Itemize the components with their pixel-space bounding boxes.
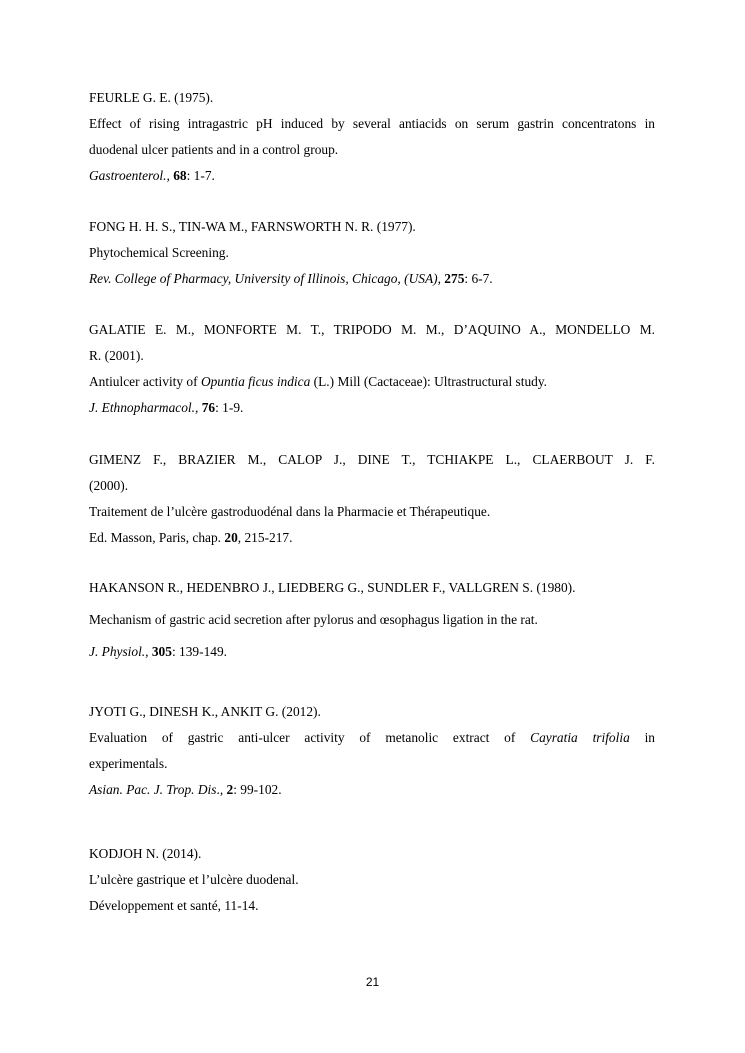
title-text: in [629,730,656,745]
reference-title [89,729,655,746]
reference-entry [89,89,655,184]
volume-number: 68 [173,168,187,183]
page-range: , 215-217. [237,530,293,545]
volume-number: 275 [444,271,465,286]
page-range: : 1-9. [215,400,244,415]
reference-source: Développement et santé, 11-14. [89,898,259,913]
journal-name: Gastroenterol., [89,168,170,183]
species-name: Opuntia ficus indica [200,374,311,389]
page-range: : 6-7. [464,271,493,286]
reference-title: Phytochemical Screening. [89,245,229,260]
journal-name: Asian. Pac. J. Trop. Dis [89,782,217,797]
volume-number: 305 [151,644,172,659]
page-range: : 99-102. [233,782,282,797]
title-text: Evaluation of gastric anti-ulcer activity of metanolic extract of [89,730,531,745]
reference-entry [89,451,655,546]
reference-source [89,529,655,546]
reference-title-line: experimentals. [89,756,168,771]
journal-name: J. Ethnopharmacol., [89,400,199,415]
reference-authors: FEURLE G. E. (1975). [89,90,214,105]
reference-title [89,373,655,390]
reference-entry [89,703,655,798]
volume-number: 2 [226,782,234,797]
publisher-text: Ed. Masson, Paris, chap. [89,530,225,545]
volume-number: 20 [224,530,238,545]
reference-title-line: duodenal ulcer patients and in a control group. [89,142,339,157]
reference-source [89,643,655,660]
title-text: (L.) Mill (Cactaceae): Ultrastructural study. [310,374,548,389]
volume-number: 76 [201,400,216,415]
journal-name: Rev. College of Pharmacy, University of Illinois, Chicago, (USA), [89,271,441,286]
reference-entry [89,579,655,660]
reference-authors: JYOTI G., DINESH K., ANKIT G. (2012). [89,704,321,719]
reference-authors-line: R. (2001). [89,348,144,363]
reference-authors: HAKANSON R., HEDENBRO J., LIEDBERG G., SUNDLER F., VALLGREN S. (1980). [89,580,576,595]
reference-title: Mechanism of gastric acid secretion after pylorus and œsophagus ligation in the rat. [89,612,538,627]
page-range: : 1-7. [186,168,215,183]
punctuation: ., [216,782,227,797]
reference-entry [89,321,655,416]
reference-authors: FONG H. H. S., TIN-WA M., FARNSWORTH N. R. (1977). [89,219,416,234]
reference-title [89,115,655,132]
reference-entry [89,218,655,287]
page-number: 21 [365,975,380,989]
reference-authors: GALATIE E. M., MONFORTE M. T., TRIPODO M. M., D’AQUINO A., MONDELLO M. [89,322,655,337]
reference-source [89,781,655,798]
reference-source [89,399,655,416]
title-text: Antiulcer activity of [89,374,201,389]
page-range: : 139-149. [171,644,227,659]
reference-title-line: Effect of rising intragastric pH induced by several antiacids on serum gastrin concentratons in [89,116,655,131]
journal-name: J. Physiol., [89,644,149,659]
reference-title: L’ulcère gastrique et l’ulcère duodenal. [89,872,299,887]
reference-entry [89,845,655,914]
reference-authors-line: (2000). [89,478,129,493]
reference-authors: KODJOH N. (2014). [89,846,202,861]
reference-source [89,167,655,184]
reference-authors: GIMENZ F., BRAZIER M., CALOP J., DINE T., TCHIAKPE L., CLAERBOUT J. F. [89,452,655,467]
reference-title: Traitement de l’ulcère gastroduodénal dans la Pharmacie et Thérapeutique. [89,504,491,519]
reference-source [89,270,655,287]
species-name: Cayratia trifolia [530,730,630,745]
